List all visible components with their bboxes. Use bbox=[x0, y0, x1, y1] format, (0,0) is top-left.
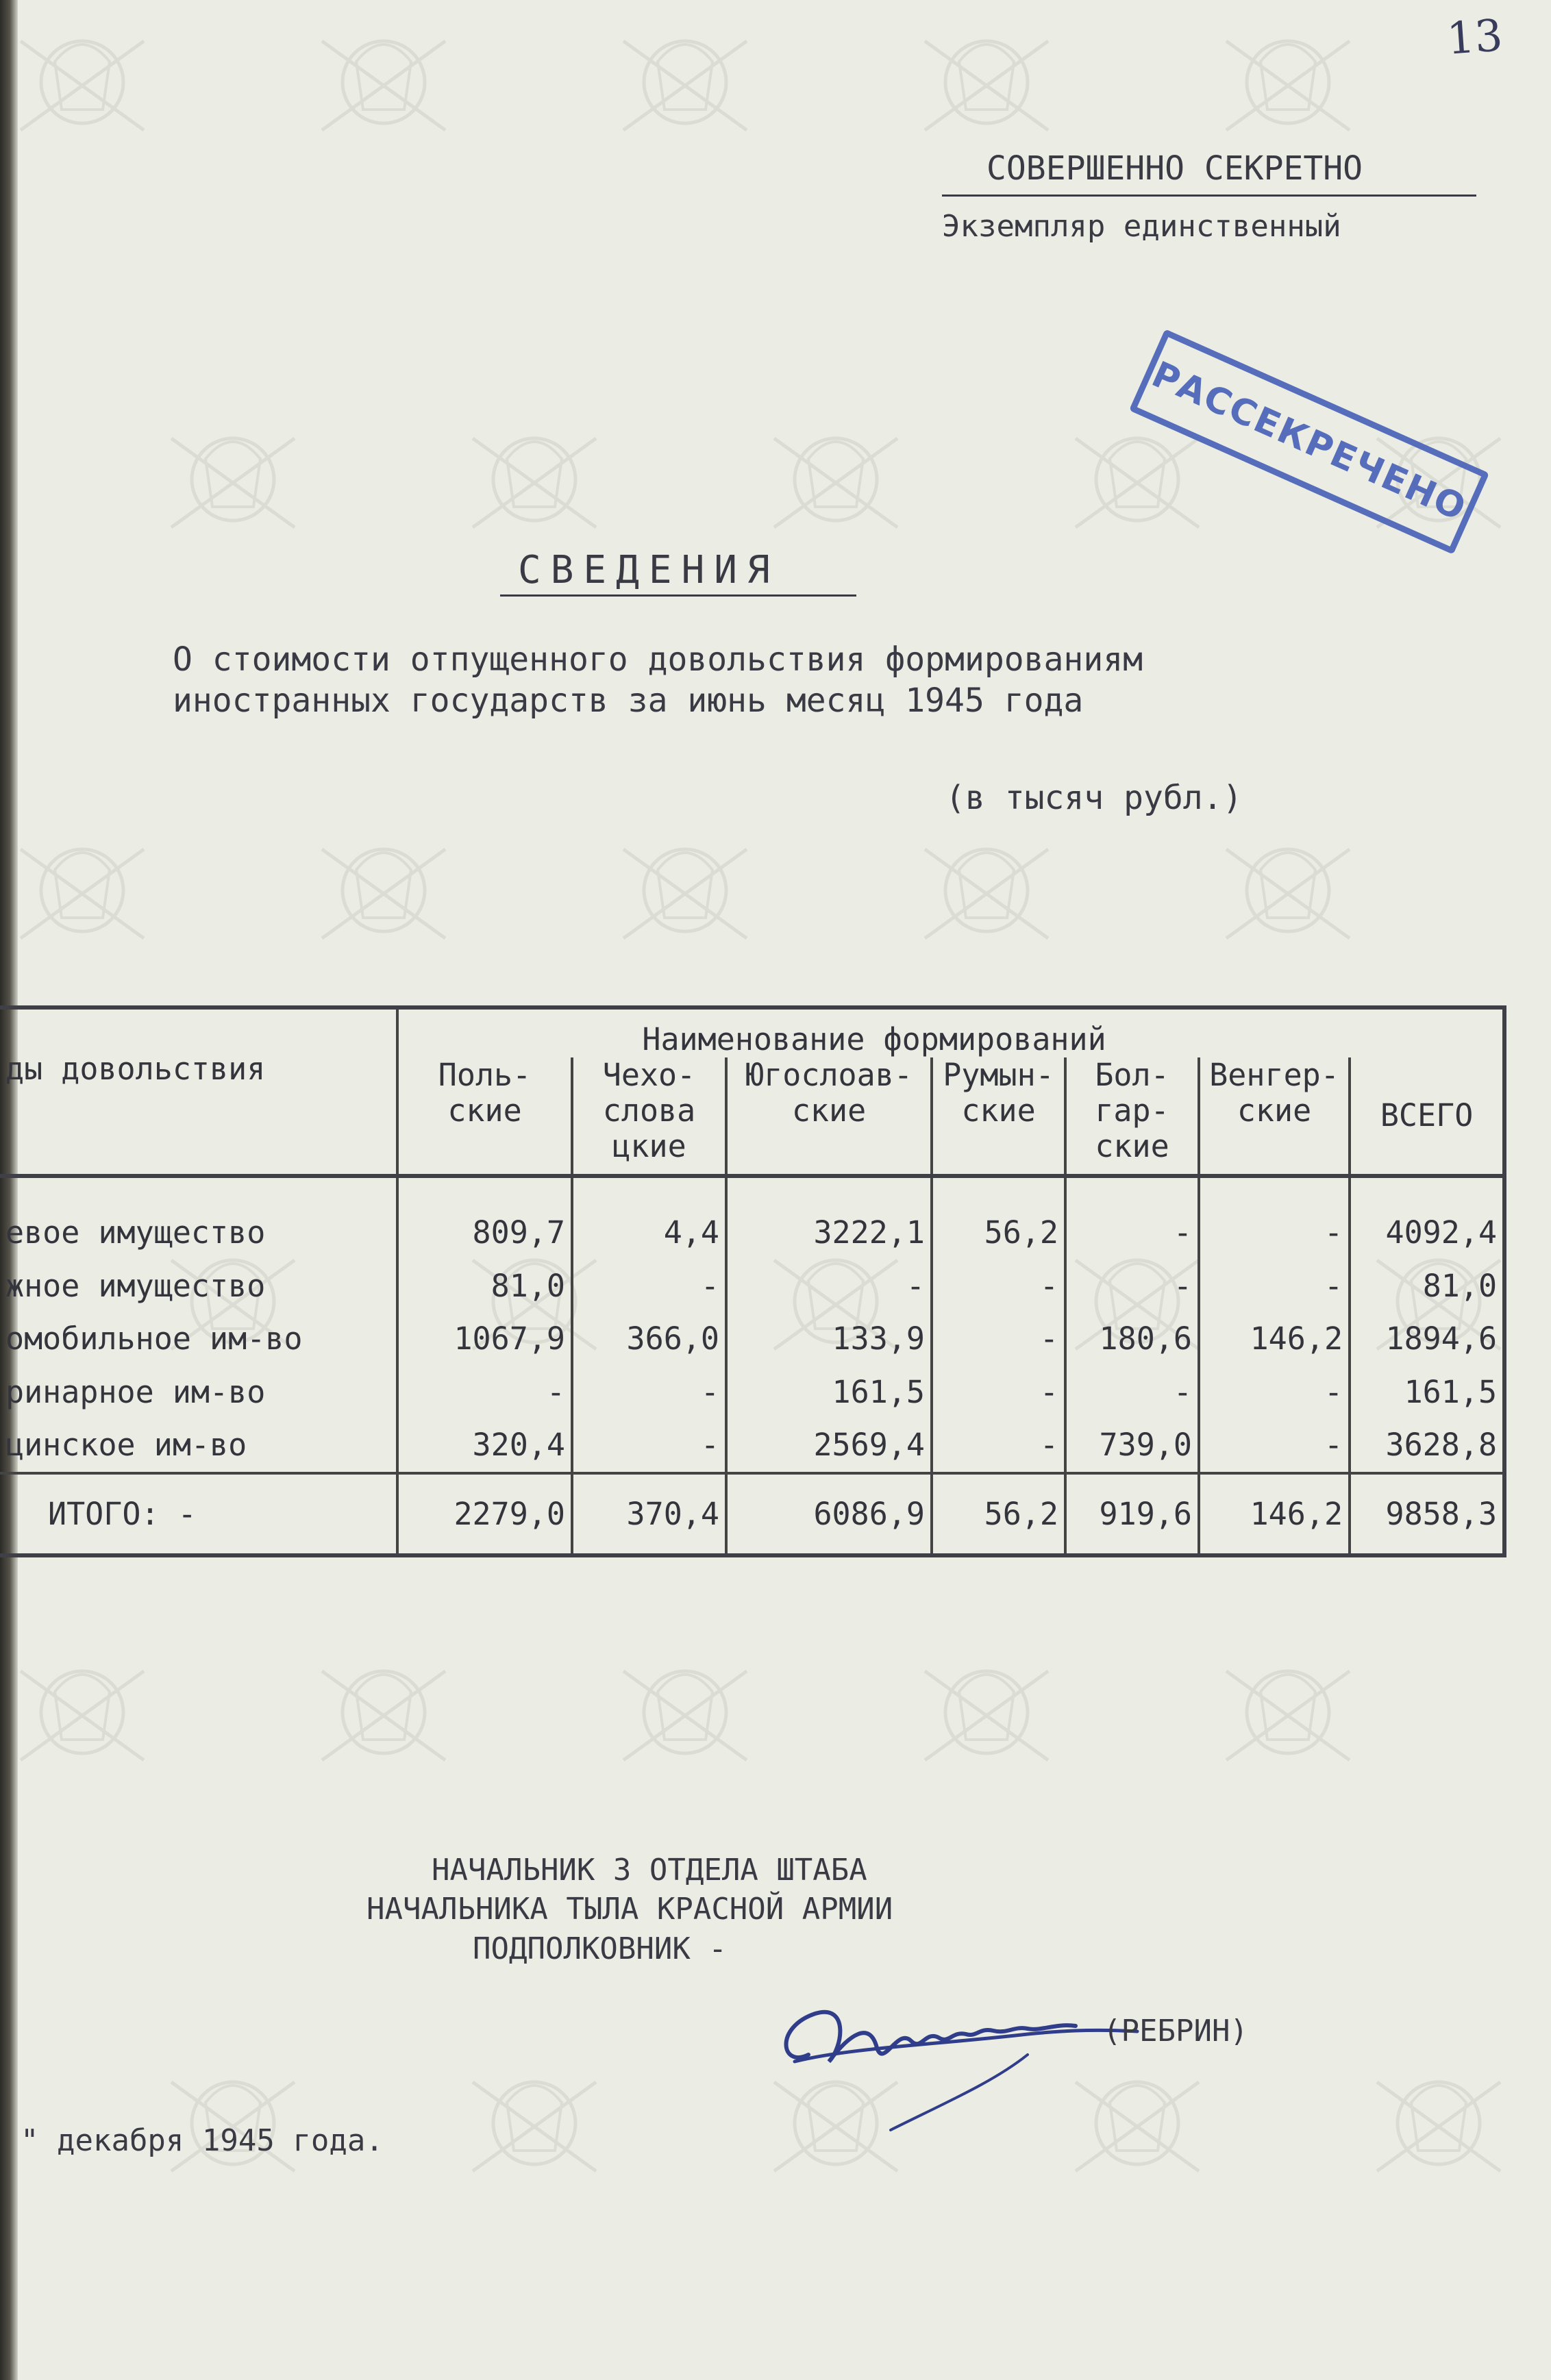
document-date: " декабря 1945 года. bbox=[21, 2123, 384, 2158]
cell-value: - bbox=[1199, 1366, 1350, 1418]
table-total-row bbox=[0, 1473, 1504, 1555]
signature-position-line2: НАЧАЛЬНИКА ТЫЛА КРАСНОЙ АРМИИ bbox=[367, 1892, 893, 1927]
table-row bbox=[0, 1260, 1504, 1312]
header-col-yugoslav: Югослоав- ские bbox=[726, 1057, 932, 1176]
table-row bbox=[0, 1313, 1504, 1366]
total-row-label: ИТОГО: - bbox=[0, 1473, 397, 1555]
header-col-czechoslovak: Чехо- слова цкие bbox=[572, 1057, 726, 1176]
cell-value: 81,0 bbox=[397, 1260, 572, 1312]
table-row bbox=[0, 1176, 1504, 1260]
total-cell-value: 2279,0 bbox=[397, 1473, 572, 1555]
total-cell-value: 6086,9 bbox=[726, 1473, 932, 1555]
declassified-stamp: РАССЕКРЕЧЕНО bbox=[1129, 329, 1489, 554]
table-row bbox=[0, 1418, 1504, 1473]
supply-cost-table bbox=[0, 1005, 1506, 1557]
total-cell-value: 56,2 bbox=[932, 1473, 1065, 1555]
cell-value: 180,6 bbox=[1065, 1313, 1199, 1366]
cell-value: 3222,1 bbox=[726, 1176, 932, 1260]
title-underline bbox=[500, 594, 856, 597]
total-cell-value: 146,2 bbox=[1199, 1473, 1350, 1555]
signer-name: (РЕБРИН) bbox=[1103, 2014, 1248, 2049]
cell-value: - bbox=[1199, 1260, 1350, 1312]
copy-note: Экземпляр единственный bbox=[942, 209, 1341, 244]
table-row bbox=[0, 1366, 1504, 1418]
cell-total: 161,5 bbox=[1350, 1366, 1504, 1418]
grand-total: 9858,3 bbox=[1350, 1473, 1504, 1555]
handwritten-signature bbox=[767, 1966, 1151, 2144]
cell-value: - bbox=[932, 1366, 1065, 1418]
document-subtitle-line2: иностранных государств за июнь месяц 1945 года bbox=[173, 681, 1084, 720]
header-col-polish: Поль- ские bbox=[397, 1057, 572, 1176]
cell-value: 366,0 bbox=[572, 1313, 726, 1366]
cell-value: 56,2 bbox=[932, 1176, 1065, 1260]
classification-label: СОВЕРШЕННО СЕКРЕТНО bbox=[987, 149, 1363, 188]
total-cell-value: 919,6 bbox=[1065, 1473, 1199, 1555]
cell-value: - bbox=[397, 1366, 572, 1418]
total-cell-value: 370,4 bbox=[572, 1473, 726, 1555]
signature-position-line1: НАЧАЛЬНИК 3 ОТДЕЛА ШТАБА bbox=[432, 1853, 867, 1888]
cell-value: 2569,4 bbox=[726, 1418, 932, 1473]
cell-value: - bbox=[1065, 1176, 1199, 1260]
document-subtitle-line1: О стоимости отпущенного довольствия формированиям bbox=[173, 640, 1143, 679]
cell-value: - bbox=[1065, 1366, 1199, 1418]
cell-value: 809,7 bbox=[397, 1176, 572, 1260]
units-note: (в тысяч рубл.) bbox=[945, 779, 1243, 817]
row-name: омобильное им-во bbox=[5, 1320, 303, 1357]
cell-value: - bbox=[932, 1260, 1065, 1312]
cell-value: - bbox=[726, 1260, 932, 1312]
signature-rank: ПОДПОЛКОВНИК - bbox=[473, 1931, 727, 1966]
header-col-total: ВСЕГО bbox=[1350, 1057, 1504, 1176]
header-group: Наименование формирований bbox=[397, 1007, 1350, 1057]
header-kind: ды довольствия bbox=[0, 1007, 397, 1176]
cell-value: - bbox=[932, 1418, 1065, 1473]
cell-value: 739,0 bbox=[1065, 1418, 1199, 1473]
page-number: 13 bbox=[1445, 10, 1504, 65]
cell-value: 146,2 bbox=[1199, 1313, 1350, 1366]
cell-value: 320,4 bbox=[397, 1418, 572, 1473]
row-name: евое имущество bbox=[5, 1214, 266, 1251]
header-total-spacer bbox=[1350, 1007, 1504, 1057]
document-title: СВЕДЕНИЯ bbox=[518, 548, 780, 592]
cell-value: - bbox=[1199, 1176, 1350, 1260]
cell-total: 3628,8 bbox=[1350, 1418, 1504, 1473]
cell-value: 161,5 bbox=[726, 1366, 932, 1418]
cell-total: 1894,6 bbox=[1350, 1313, 1504, 1366]
cell-value: - bbox=[572, 1260, 726, 1312]
cell-value: - bbox=[572, 1366, 726, 1418]
row-name: ринарное им-во bbox=[5, 1373, 266, 1410]
header-col-hungarian: Венгер- ские bbox=[1199, 1057, 1350, 1176]
classification-rule bbox=[942, 195, 1476, 197]
cell-value: - bbox=[1065, 1260, 1199, 1312]
cell-total: 81,0 bbox=[1350, 1260, 1504, 1312]
table-header-row-1 bbox=[0, 1007, 1504, 1057]
cell-value: 4,4 bbox=[572, 1176, 726, 1260]
cell-value: 133,9 bbox=[726, 1313, 932, 1366]
row-name: цинское им-во bbox=[5, 1427, 247, 1464]
cell-value: 1067,9 bbox=[397, 1313, 572, 1366]
cell-total: 4092,4 bbox=[1350, 1176, 1504, 1260]
header-col-bulgarian: Бол- гар- ские bbox=[1065, 1057, 1199, 1176]
header-col-romanian: Румын- ские bbox=[932, 1057, 1065, 1176]
row-name: жное имущество bbox=[5, 1267, 266, 1304]
cell-value: - bbox=[932, 1313, 1065, 1366]
cell-value: - bbox=[572, 1418, 726, 1473]
cell-value: - bbox=[1199, 1418, 1350, 1473]
